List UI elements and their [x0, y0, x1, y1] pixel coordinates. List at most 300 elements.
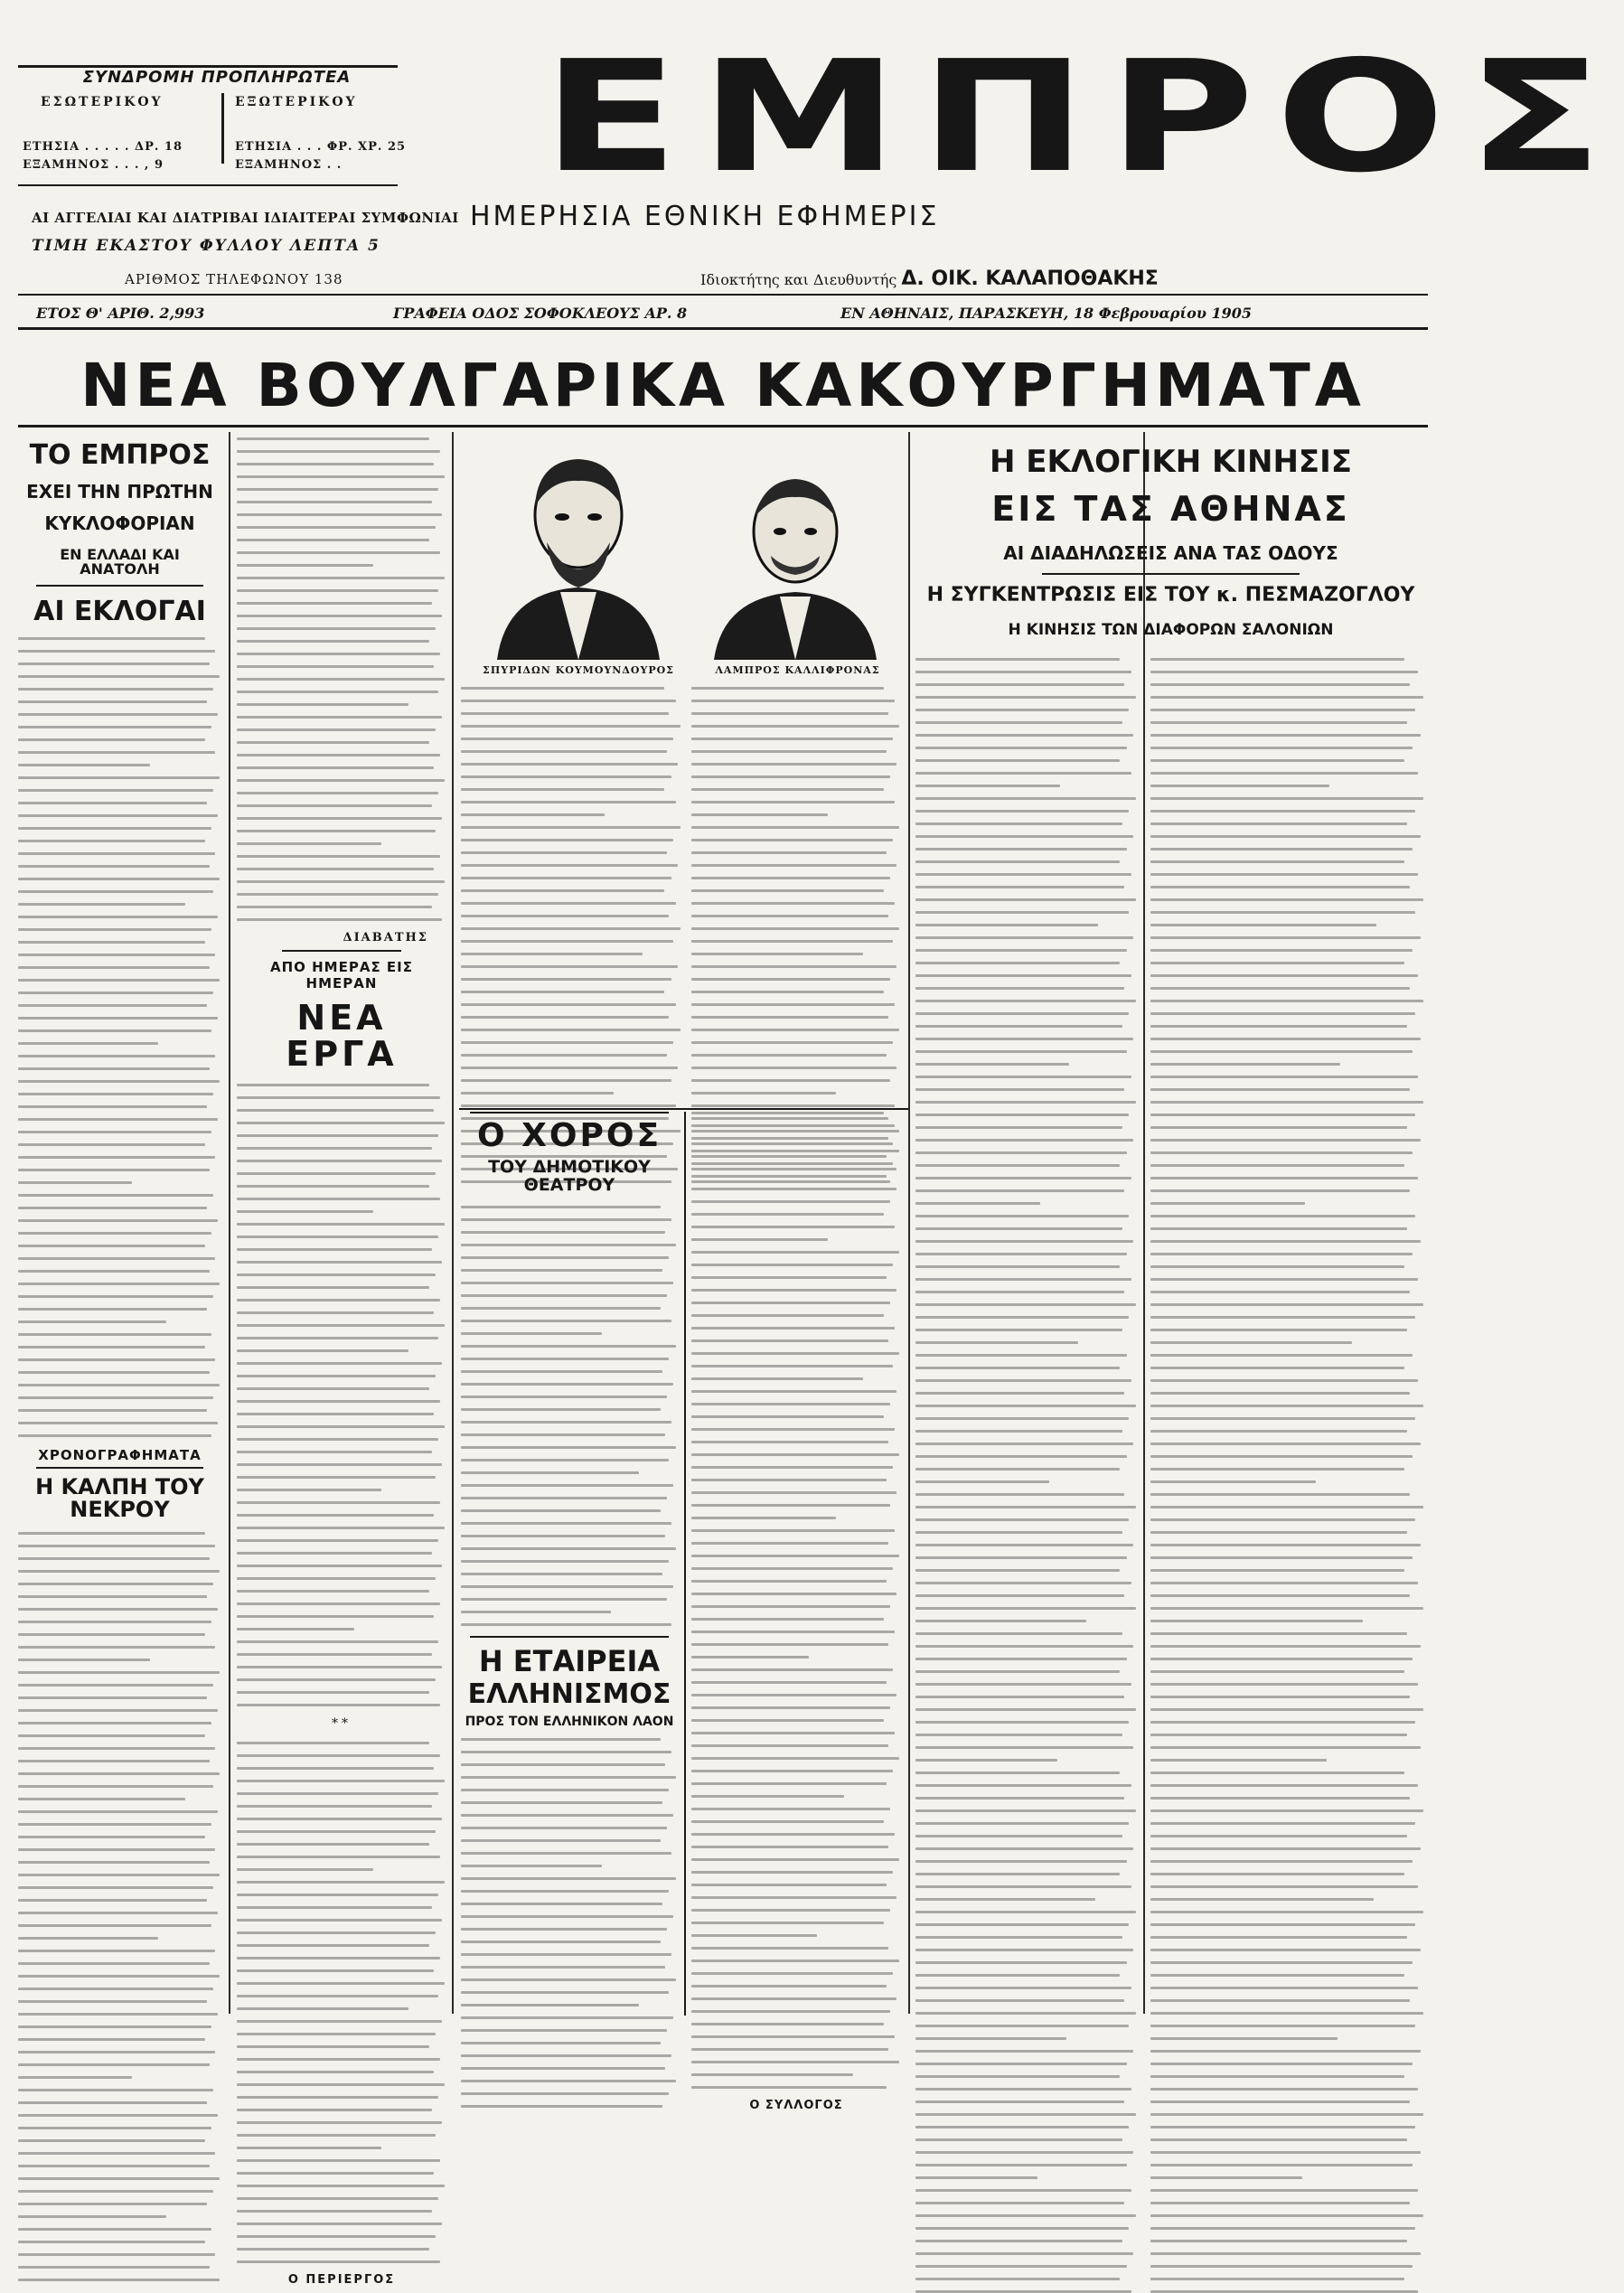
text-line [1150, 1923, 1415, 1926]
text-line [18, 1295, 213, 1298]
text-line [691, 763, 896, 766]
text-line [691, 1289, 896, 1292]
text-line [461, 1814, 673, 1817]
text-line [237, 1678, 436, 1681]
text-line [461, 2054, 671, 2057]
text-line [1150, 1987, 1418, 1989]
text-line [18, 1772, 220, 1775]
text-line [915, 1405, 1136, 1407]
text-line [915, 1139, 1133, 1142]
election-subtitle-1: ΑΙ ΔΙΑΔΗΛΩΣΕΙΣ ΑΝΑ ΤΑΣ ΟΔΟΥΣ [1003, 541, 1338, 564]
dance-title: Ο ΧΟΡΟΣ [476, 1117, 662, 1154]
text-line [18, 1219, 218, 1222]
text-line [915, 1784, 1131, 1787]
text-line [237, 450, 440, 453]
text-line [237, 1096, 440, 1099]
text-line [461, 2004, 639, 2006]
interior-yearly: ΕΤΗΣΙΑ . . . . . ΔΡ. 18 [23, 140, 183, 154]
text-line [1150, 1873, 1404, 1875]
text-line [461, 864, 678, 867]
text-line [691, 1479, 887, 1481]
text-line [915, 1227, 1122, 1230]
text-line [1150, 860, 1404, 863]
text-line [237, 1818, 442, 1820]
text-line [915, 1253, 1127, 1255]
text-line [18, 1093, 213, 1095]
text-line [18, 1308, 207, 1311]
text-line [18, 1747, 215, 1750]
text-line [1150, 1443, 1421, 1445]
text-line [237, 1552, 432, 1555]
text-line [915, 2189, 1131, 2192]
text-line [915, 1354, 1127, 1357]
text-line [461, 1320, 671, 1322]
text-line [18, 1570, 220, 1573]
chronograph-label: ΧΡΟΝΟΓΡΑΦΗΜΑΤΑ [38, 1446, 202, 1463]
text-line [1150, 785, 1329, 787]
text-line [461, 1092, 614, 1095]
text-line [1150, 2025, 1415, 2027]
text-line [691, 940, 893, 943]
text-line [461, 1953, 671, 1956]
exterior-label: ΕΞΩΤΕΡΙΚΟΥ [235, 95, 358, 109]
text-line [237, 1463, 442, 1466]
text-line [237, 868, 434, 870]
text-line [237, 1969, 434, 1972]
text-line [237, 2109, 432, 2111]
text-line [691, 1029, 899, 1031]
text-line [237, 754, 440, 757]
text-line [915, 1620, 1086, 1622]
text-line [237, 2020, 442, 2023]
text-line [915, 1822, 1129, 1825]
text-line [237, 1628, 354, 1630]
text-line [237, 741, 429, 744]
text-line [1150, 1556, 1413, 1559]
text-line [1150, 2278, 1404, 2280]
text-line [237, 2185, 445, 2187]
text-line [1150, 1455, 1413, 1458]
text-line [18, 1194, 213, 1197]
text-line [18, 1207, 207, 1209]
new-works-title: ΝΕΑ ΕΡΓΑ [286, 998, 398, 1074]
text-line [1150, 1025, 1407, 1028]
text-line [915, 1329, 1122, 1331]
text-line [691, 1213, 884, 1216]
text-line [237, 1501, 440, 1504]
text-line [1150, 721, 1407, 724]
text-line [915, 1076, 1131, 1078]
text-line [237, 691, 438, 693]
text-line [1150, 1784, 1418, 1787]
text-line [691, 965, 896, 968]
text-line [1150, 734, 1421, 737]
text-line [18, 1270, 210, 1273]
text-line [915, 734, 1133, 737]
text-line [915, 1999, 1124, 2002]
text-line [18, 663, 210, 665]
text-line [461, 1941, 661, 1943]
text-line [461, 738, 673, 740]
text-line [1150, 1392, 1410, 1395]
text-line [18, 903, 185, 906]
text-line [18, 1950, 215, 1952]
text-line [237, 1565, 442, 1567]
text-line [461, 1915, 673, 1918]
text-line [237, 551, 440, 554]
text-line [461, 1560, 669, 1563]
text-line [18, 1245, 205, 1247]
text-line [461, 2092, 669, 2095]
text-line [461, 1776, 676, 1779]
text-line [691, 1264, 893, 1266]
text-line [691, 1441, 888, 1443]
text-line [18, 1659, 150, 1661]
text-line [691, 1339, 888, 1342]
advertising-note: ΑΙ ΑΓΓΕΛΙΑΙ ΚΑΙ ΔΙΑΤΡΙΒΑΙ ΙΔΙΑΙΤΕΡΑΙ ΣΥΜΦΩΝΙΑΙ [32, 210, 459, 226]
text-line [915, 2252, 1133, 2255]
text-line [915, 1468, 1120, 1471]
text-line [18, 1734, 205, 1737]
text-line [237, 728, 436, 731]
text-line [18, 1709, 218, 1712]
text-line [18, 700, 207, 703]
text-line [237, 817, 442, 820]
text-line [18, 1836, 205, 1838]
text-line [237, 501, 432, 503]
text-line [691, 1909, 890, 1912]
text-line [237, 1236, 438, 1238]
text-line [18, 1143, 205, 1146]
text-line [915, 898, 1136, 901]
text-line [18, 726, 211, 728]
text-line [18, 814, 218, 817]
text-line [237, 2197, 438, 2200]
text-line [691, 2035, 895, 2038]
text-line [18, 2266, 210, 2269]
text-line [1150, 1696, 1410, 1698]
text-line [461, 1611, 611, 1613]
text-line [915, 683, 1124, 686]
society-title-1: Η ΕΤΑΙΡΕΙΑ [478, 1643, 661, 1678]
text-line [237, 1451, 432, 1453]
text-line [18, 878, 220, 880]
text-line [461, 1446, 676, 1449]
text-line [237, 918, 442, 921]
text-line [1150, 1329, 1407, 1331]
text-line [461, 953, 643, 955]
text-line [237, 1691, 429, 1694]
text-line [237, 1868, 373, 1871]
text-line [1150, 1974, 1404, 1977]
text-line [18, 1785, 213, 1788]
text-line [1150, 1734, 1407, 1736]
text-line [915, 1696, 1124, 1698]
text-line [237, 1780, 445, 1782]
text-line [461, 1396, 667, 1398]
text-line [915, 1177, 1131, 1179]
text-line [461, 1928, 667, 1931]
text-line [691, 1922, 884, 1924]
text-line [461, 851, 667, 854]
text-line [915, 1670, 1120, 1673]
text-line [915, 1607, 1136, 1610]
text-line [691, 1555, 899, 1557]
text-line [915, 1708, 1136, 1711]
text-line [1150, 1417, 1415, 1420]
text-line [237, 589, 438, 592]
text-line [237, 1109, 434, 1112]
text-line [915, 1632, 1122, 1635]
text-line [18, 764, 150, 766]
text-line [18, 840, 205, 842]
column-4-article-lower [691, 1112, 901, 2089]
text-line [691, 1162, 893, 1165]
text-line [1150, 2202, 1410, 2204]
text-line [237, 2172, 434, 2175]
text-line [915, 2151, 1133, 2154]
text-line [18, 1975, 220, 1978]
text-line [18, 1988, 213, 1990]
text-line [18, 802, 207, 804]
text-line [691, 1276, 887, 1279]
text-line [691, 1858, 899, 1861]
text-line [1150, 1114, 1415, 1116]
text-line [915, 1987, 1131, 1989]
text-line [237, 1995, 438, 1997]
text-line [691, 1529, 895, 1532]
text-line [915, 1885, 1131, 1888]
text-line [18, 1257, 215, 1260]
text-line [18, 1029, 211, 1032]
text-line [1150, 1771, 1404, 1774]
text-line [461, 1269, 662, 1272]
text-line [1150, 2037, 1338, 2040]
dance-article [461, 1206, 678, 1626]
text-line [1150, 1518, 1415, 1521]
text-line [1150, 1316, 1415, 1319]
text-line [1150, 911, 1415, 914]
text-line [915, 2012, 1136, 2015]
text-line [18, 890, 213, 893]
text-line [237, 577, 445, 579]
text-line [691, 2010, 890, 2013]
text-line [915, 2025, 1129, 2027]
interior-label: ΕΣΩΤΕΡΙΚΟΥ [41, 95, 164, 109]
text-line [915, 2037, 1066, 2040]
text-line [915, 2088, 1131, 2091]
text-line [1150, 1860, 1413, 1863]
text-line [1150, 658, 1404, 661]
text-line [237, 1337, 438, 1339]
text-line [1150, 1367, 1404, 1369]
text-line [915, 1126, 1122, 1129]
text-line [18, 1798, 185, 1800]
elections-article [18, 637, 221, 1437]
text-line [915, 1506, 1136, 1508]
text-line [1150, 936, 1421, 939]
text-line [18, 852, 215, 855]
text-line [18, 2101, 207, 2104]
text-line [915, 1759, 1057, 1762]
text-line [237, 513, 442, 516]
text-line [1150, 1253, 1413, 1255]
text-line [461, 978, 671, 981]
text-line [237, 2083, 445, 2086]
text-line [461, 1509, 661, 1512]
column-2 [237, 432, 446, 2287]
text-line [691, 1795, 844, 1798]
text-line [18, 1169, 210, 1171]
text-line [18, 1333, 211, 1336]
text-line [691, 1630, 895, 1633]
text-line [237, 2045, 429, 2048]
text-line [18, 2152, 215, 2155]
text-line [691, 1504, 890, 1507]
text-line [237, 1640, 438, 1643]
text-line [237, 830, 436, 832]
text-line [18, 789, 213, 792]
text-line [18, 1583, 213, 1585]
text-line [1150, 1658, 1413, 1660]
text-line [461, 902, 676, 905]
text-line [915, 810, 1129, 813]
text-line [237, 1982, 445, 1985]
text-line [18, 1621, 211, 1623]
text-line [1150, 1227, 1407, 1230]
promo-line-4: ΕΝ ΕΛΛΑΔΙ ΚΑΙ ΑΝΑΤΟΛΗ [60, 545, 180, 578]
text-line [237, 2147, 381, 2149]
text-line [1150, 1809, 1423, 1812]
text-line [18, 1004, 207, 1007]
text-line [915, 1151, 1127, 1154]
text-line [237, 653, 440, 655]
text-line [691, 1124, 895, 1127]
text-line [915, 1493, 1124, 1496]
text-line [461, 2067, 665, 2070]
text-line [1150, 2126, 1415, 2129]
text-line [18, 1409, 207, 1412]
text-line [18, 1848, 215, 1851]
text-line [18, 1633, 205, 1636]
text-line [1150, 1480, 1316, 1483]
text-line [18, 2139, 205, 2142]
text-line [691, 1643, 888, 1646]
text-line [691, 1896, 896, 1899]
text-line [691, 1997, 896, 2000]
text-line [1150, 1101, 1423, 1104]
text-line [691, 1041, 893, 1044]
text-line [237, 2058, 440, 2061]
text-line [1150, 1303, 1423, 1306]
text-line [461, 1497, 667, 1499]
text-line [18, 1962, 210, 1965]
text-line [18, 1346, 205, 1349]
text-line [237, 1387, 429, 1390]
text-line [691, 1175, 887, 1178]
text-line [915, 1303, 1136, 1306]
text-line [1150, 1797, 1410, 1800]
text-line [461, 788, 664, 791]
text-line [237, 1122, 445, 1124]
text-line [915, 1202, 1040, 1205]
text-line [691, 2086, 887, 2089]
text-line [1150, 1076, 1418, 1078]
text-line [18, 954, 215, 956]
text-line [461, 1535, 665, 1537]
text-line [691, 978, 890, 981]
text-line [915, 1645, 1133, 1648]
text-line [1150, 886, 1410, 888]
text-line [1150, 1012, 1415, 1015]
column-5-article [915, 658, 1138, 2293]
text-line [1150, 683, 1410, 686]
text-line [691, 1782, 887, 1785]
text-line [461, 1244, 676, 1246]
text-line [461, 775, 671, 778]
place-date: ΕΝ ΑΘΗΝΑΙΣ, ΠΑΡΑΣΚΕΥΗ, 18 Φεβρουαρίου 1905 [840, 305, 1253, 322]
text-line [691, 1238, 828, 1241]
text-line [915, 1114, 1129, 1116]
column-2-end-signature: Ο ΠΕΡΙΕΡΓΟΣ [287, 2272, 396, 2287]
text-line [915, 822, 1122, 825]
text-line [18, 1358, 215, 1361]
text-line [915, 1265, 1120, 1268]
column-5 [915, 432, 1138, 2014]
text-line [691, 991, 884, 993]
text-line [915, 772, 1131, 775]
text-line [237, 1742, 429, 1744]
text-line [915, 1936, 1122, 1939]
text-line [461, 1003, 676, 1006]
text-line [691, 1491, 896, 1494]
text-line [461, 1751, 671, 1753]
text-line [461, 991, 664, 993]
text-line [1150, 1379, 1418, 1382]
text-line [1150, 2189, 1418, 2192]
portrait-caption-right: ΛΑΜΠΡΟΣ ΚΑΛΛΙΦΡΟΝΑΣ [715, 664, 880, 676]
text-line [915, 1063, 1069, 1066]
text-line [461, 1890, 669, 1893]
text-line [237, 1919, 442, 1922]
text-line [1150, 1139, 1421, 1142]
text-line [461, 725, 681, 728]
text-line [691, 1016, 888, 1019]
text-line [915, 1316, 1129, 1319]
text-line [915, 1038, 1133, 1040]
text-line [691, 1112, 884, 1114]
text-line [18, 1874, 220, 1876]
text-line [1150, 1999, 1410, 2002]
text-line [18, 2241, 205, 2243]
text-line [691, 1593, 896, 1595]
text-line [18, 2000, 207, 2003]
text-line [237, 1425, 445, 1428]
text-line [237, 2096, 438, 2099]
text-line [691, 1985, 887, 1988]
text-line [237, 2134, 436, 2137]
text-line [1150, 1063, 1340, 1066]
text-line [691, 1808, 890, 1810]
text-line [691, 1884, 887, 1886]
text-line [915, 1291, 1124, 1293]
text-line [237, 615, 442, 617]
text-line [691, 877, 890, 879]
text-line [1150, 1544, 1421, 1546]
text-line [1150, 835, 1421, 838]
text-line [915, 2240, 1122, 2242]
text-line [691, 1605, 890, 1608]
